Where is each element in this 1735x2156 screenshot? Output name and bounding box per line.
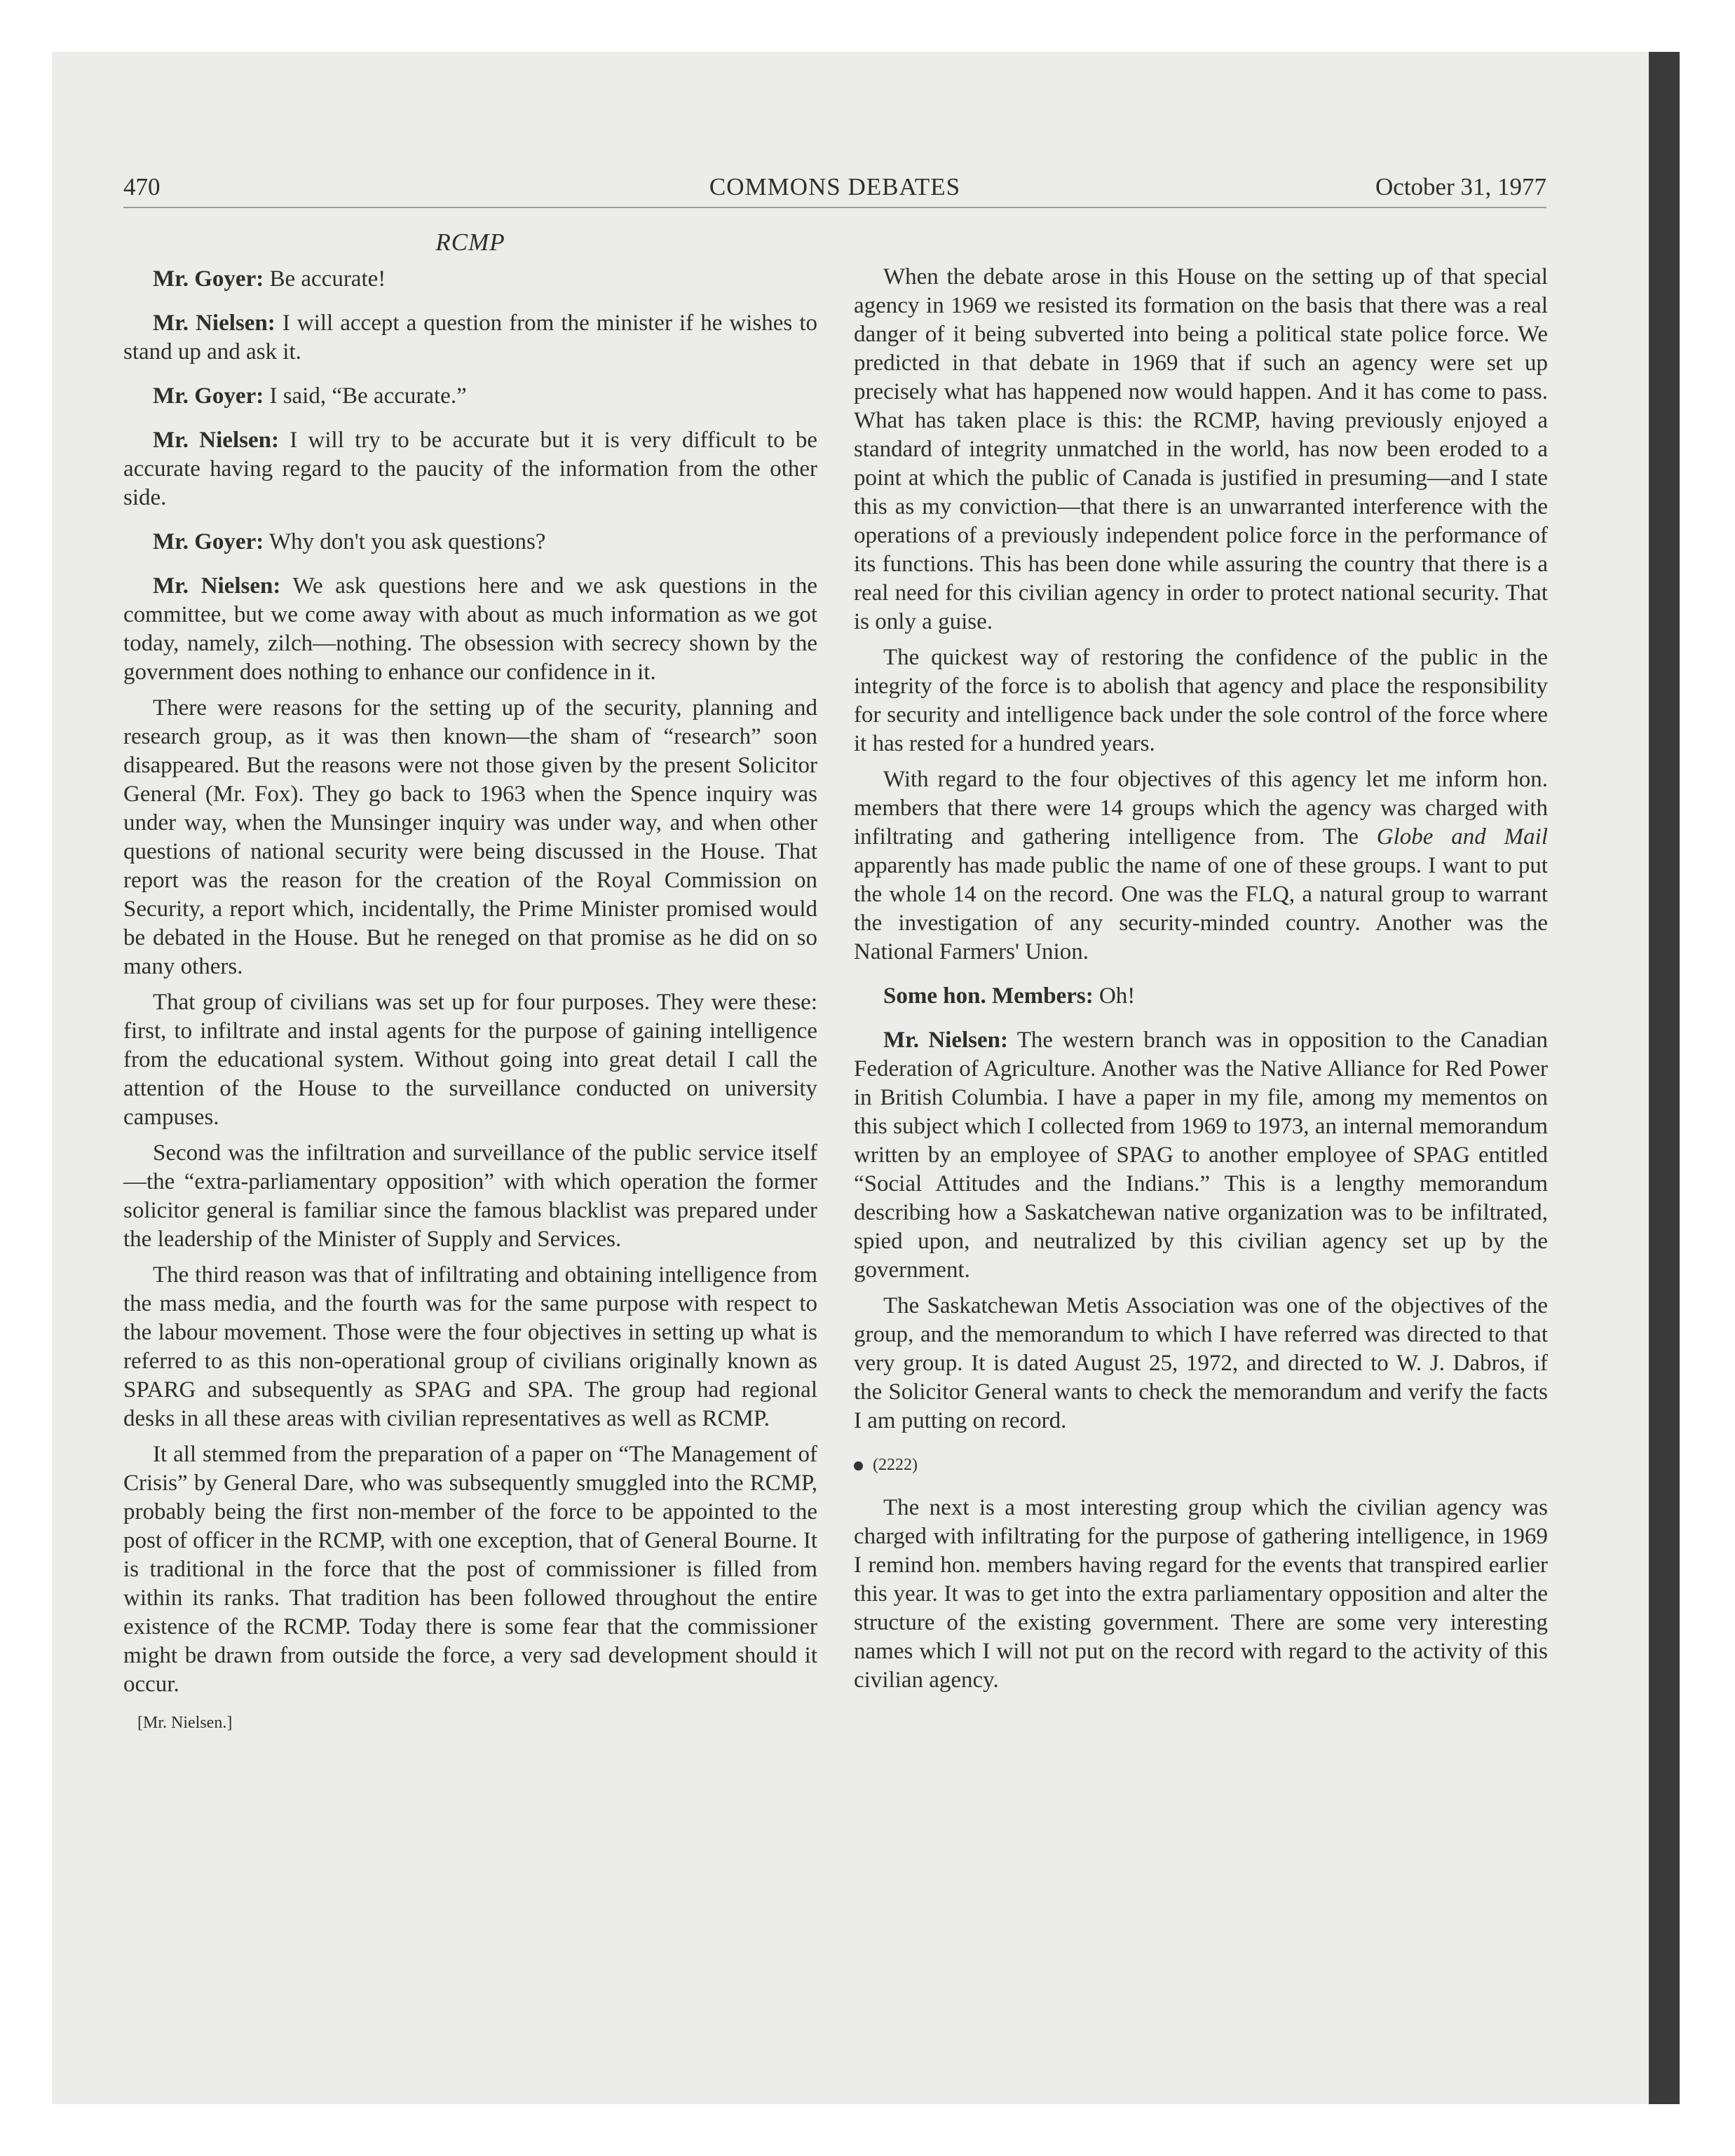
speech-paragraph (123, 426, 817, 512)
speech-paragraph (123, 309, 817, 367)
speaker-name: Mr. Nielsen: (153, 573, 281, 599)
paragraph-text: With regard to the four objectives of this agency let me inform hon. members that there were 14 groups which the agency was charged with infiltrating and gathering intelligence from. The (854, 767, 1548, 850)
speech-paragraph (123, 572, 817, 687)
bullet-icon (854, 1461, 863, 1471)
speaker-name: Mr. Goyer: (153, 529, 264, 554)
speaker-name: Mr. Nielsen: (153, 428, 279, 453)
right-column (854, 263, 1548, 1702)
speech-paragraph (854, 982, 1548, 1011)
speaker-name: Mr. Goyer: (153, 383, 264, 409)
body-paragraph: There were reasons for the setting up of the security, planning and research group, as it was then known—the sham of “research” soon disappeared. But the reasons were not those given by the present Solicitor General (Mr. Fox). They go back to 1963 when the Spence inquiry was under way, when the Munsinger inquiry was under way, and when other questions of national security were being discussed in the House. That report was the reason for the creation of the Royal Commission on Security, a report which, incidentally, the Prime Minister promised would be debated in the House. But he reneged on that promise as he did on so many others. (123, 695, 817, 979)
speech-text: Why don't you ask questions? (268, 529, 546, 554)
body-paragraph: That group of civilians was set up for four purposes. They were these: first, to infiltrate and instal agents for the purpose of gaining intelligence from the educational system. Without going into great detail I call the attention of the House to the surveillance conducted on university campuses. (123, 990, 817, 1130)
binding-edge (1649, 52, 1680, 2104)
speaker-name: Some hon. Members: (883, 983, 1094, 1009)
body-paragraph (854, 765, 1548, 967)
speech-text: The western branch was in opposition to the Canadian Federation of Agriculture. Another was the Native Alliance for Red Power in British Columbia. I have a paper in my file, among my mementos on this subject which I collected from 1969 to 1973, an internal memorandum written by an employee of SPAG to another employee of SPAG entitled “Social Attitudes and the Indians.” This is a lengthy memorandum describing how a Saskatchewan native organization was to be infiltrated, spied upon, and neutralized by this civilian agency set up by the government. (854, 1028, 1549, 1283)
page-date: October 31, 1977 (1375, 173, 1546, 200)
speech-text: I said, “Be accurate.” (269, 383, 467, 409)
body-paragraph: When the debate arose in this House on the setting up of that special agency in 1969 we resisted its formation on the basis that there was a real danger of it being subverted into being a political state police force. We predicted in that debate in 1969 that if such an agency were set up precisely what has happened now would happen. And it has come to pass. What has taken place is this: the RCMP, having previously enjoyed a standard of integrity unmatched in the world, has now been eroded to a point at which the public of Canada is justified in presuming—and I state this as my conviction—that there is an unwarranted interference with the operations of a previously independent police force in the performance of its functions. This has been done while assuring the country that there is a real need for this civilian agency in order to protect national security. That is only a guise. (854, 264, 1548, 634)
topic-heading: RCMP (435, 228, 505, 256)
newspaper-title: Globe and Mail (1376, 824, 1548, 850)
page-number: 470 (123, 173, 161, 200)
body-paragraph: The Saskatchewan Metis Association was one of the objectives of the group, and the memorandum to which I have referred was directed to that very group. It is dated August 25, 1972, and directed to W. J. Dabros, if the Solicitor General wants to check the memorandum and verify the facts I am putting on record. (854, 1293, 1548, 1433)
body-paragraph: Second was the infiltration and surveillance of the public service itself—the “extra-parliamentary opposition” with which operation the former solicitor general is familiar since the famous blacklist was prepared under the leadership of the Minister of Supply and Services. (123, 1140, 817, 1252)
speech-text: We ask questions here and we ask questions in the committee, but we come away with about as much information as we got today, namely, zilch—nothing. The obsession with secrecy shown by the government does nothing to enhance our confidence in it. (123, 573, 817, 685)
speaker-name: Mr. Nielsen: (153, 311, 275, 336)
speech-paragraph (123, 528, 817, 557)
speech-paragraph (854, 1026, 1548, 1285)
speech-text: I will try to be accurate but it is very difficult to be accurate having regard to the paucity of the information from the other side. (123, 428, 818, 510)
body-paragraph: The next is a most interesting group which the civilian agency was charged with infiltrating for the purpose of gathering intelligence, in 1969 I remind hon. members having regard for the events that transpired earlier this year. It was to get into the extra parliamentary opposition and alter the structure of the existing government. There are some very interesting names which I will not put on the record with regard to the activity of this civilian agency. (854, 1495, 1548, 1693)
speech-text: I will accept a question from the minister if he wishes to stand up and ask it. (123, 311, 818, 364)
time-stamp: (2222) (873, 1456, 918, 1474)
publication-title: COMMONS DEBATES (709, 173, 961, 200)
speech-text: Be accurate! (269, 266, 386, 292)
page-header (123, 172, 1546, 208)
body-paragraph: It all stemmed from the preparation of a paper on “The Management of Crisis” by General Dare, who was subsequently smuggled into the RCMP, probably being the first non-member of the force to be appointed to the post of officer in the RCMP, with one exception, that of General Bourne. It is traditional in the force that the post of commissioner is filled from within its ranks. That tradition has been followed throughout the entire existence of the RCMP. Today there is some fear that the commissioner might be drawn from outside the force, a very sad development should it occur. (123, 1442, 817, 1697)
body-paragraph: The quickest way of restoring the confidence of the public in the integrity of the force is to abolish that agency and place the responsibility for security and intelligence back under the sole control of the force where it has rested for a hundred years. (854, 645, 1548, 756)
speech-text: Oh! (1098, 983, 1136, 1009)
speaker-attribution: [Mr. Nielsen.] (137, 1714, 233, 1732)
time-marker (854, 1451, 1548, 1480)
paragraph-text: apparently has made public the name of one of these groups. I want to put the whole 14 on the record. One was the FLQ, a natural group to warrant the investigation of any security-minded country. Another was the National Farmers' Union. (854, 853, 1548, 964)
speech-paragraph (123, 382, 817, 411)
speaker-name: Mr. Goyer: (153, 266, 264, 292)
body-paragraph: The third reason was that of infiltrating and obtaining intelligence from the mass media, and the fourth was for the same purpose with respect to the labour movement. Those were the four objectives in setting up what is referred to as this non-operational group of civilians originally known as SPARG and subsequently as SPAG and SPA. The group had regional desks in all these areas with civilian representatives as well as RCMP. (123, 1262, 817, 1431)
left-column (123, 228, 817, 1745)
speaker-name: Mr. Nielsen: (883, 1028, 1008, 1053)
speech-paragraph (123, 265, 817, 294)
